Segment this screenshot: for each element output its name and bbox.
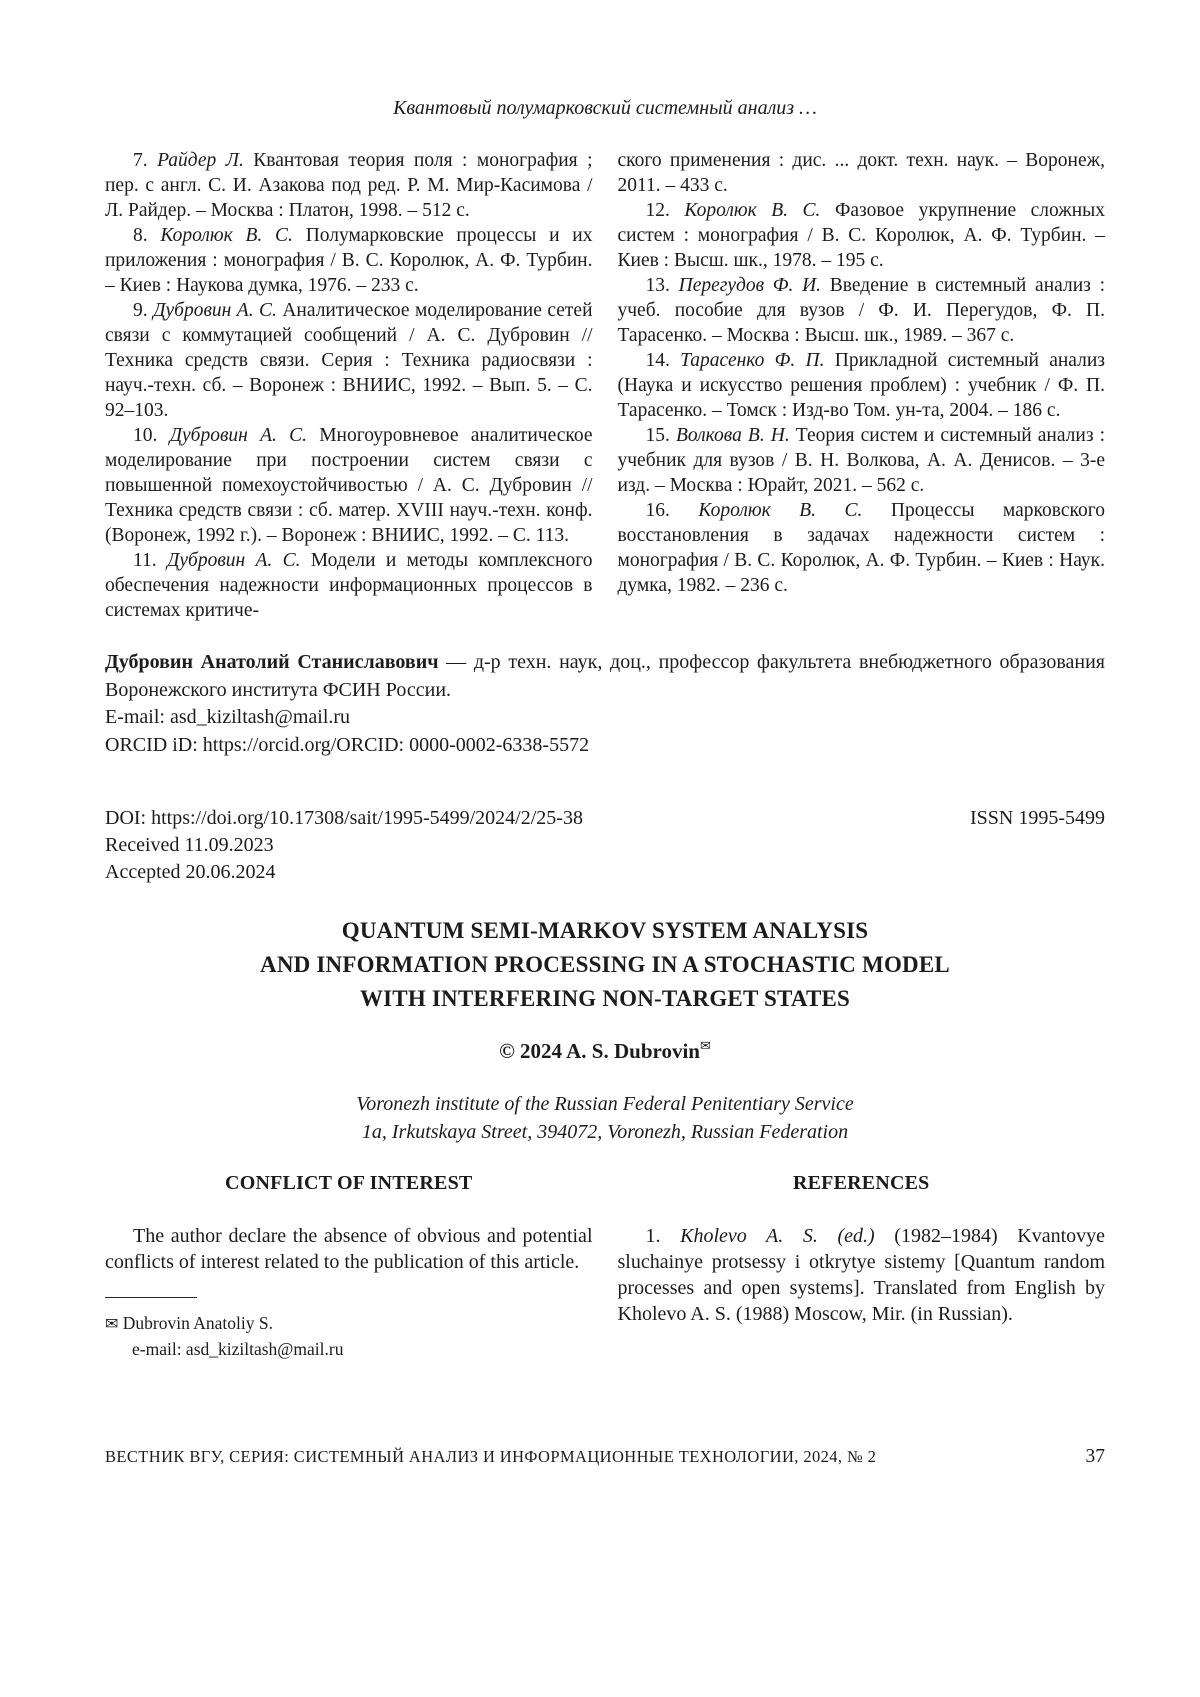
envelope-icon: ✉ [105,1316,119,1333]
ref-text: Введение в системный анализ : учеб. пособие для вузов / Ф. И. Перегудов, Ф. П. Тарасенко. – Москва : Высш. шк., 1989. – 367 с. [617,275,1105,346]
ref-number: 15. [645,425,676,446]
ref-author: Дубровин А. С. [153,300,277,321]
ref-text: Аналитическое моделирование сетей связи с коммутацией сообщений / А. С. Дубровин // Техника средств связи. Серия : Техника радиосвязи : науч.-техн. сб. – Воронеж : ВНИИС, 1992. – Вып. 5. – С. 92–103. [105,300,593,421]
conflict-heading: CONFLICT OF INTEREST [225,1172,473,1194]
russian-references [105,148,1105,623]
doi-row [105,805,1105,832]
reference-item [105,148,593,223]
ref-number: 8. [133,225,161,246]
ref-author: Тарасенко Ф. П. [680,350,825,371]
ref-author: Волкова В. Н. [675,425,790,446]
issn: ISSN 1995-5499 [969,807,1105,829]
reference-item [105,298,593,423]
footnote [105,1297,593,1361]
author-description: — д-р техн. наук, доц., профессор факультета внебюджетного образования Воронежского института ФСИН России. [105,651,1105,701]
reference-item [105,423,593,548]
author-info [105,649,1105,759]
ref-number: 10. [133,425,170,446]
ref-text: Прикладной системный анализ (Наука и искусство решения проблем) : учебник / Ф. П. Тарасенко. – Томск : Изд-во Том. ун-та, 2004. – 186 с. [617,350,1105,421]
author-orcid: ORCID iD: https://orcid.org/ORCID: 0000-0002-6338-5572 [105,733,590,756]
ref-number: 16. [645,500,699,521]
received-date: Received 11.09.2023 [105,834,274,856]
ref-number: 11. [133,550,167,571]
page-number: 37 [1085,1446,1105,1467]
ref-text: Квантовая теория поля : монография ; пер. с англ. С. И. Азакова под ред. Р. М. Мир-Касимова / Л. Райдер. – Москва : Платон, 1998. – 512 с. [105,150,593,221]
ref-text: Теория систем и системный анализ : учебник для вузов / В. Н. Волкова, А. А. Денисов. – 3-е изд. – Москва : Юрайт, 2021. – 562 с. [617,425,1106,496]
author-name: Дубровин Анатолий Станиславович [105,651,439,673]
ref-number: 13. [645,275,679,296]
ref-author: Райдер Л. [157,150,244,171]
author-bio [105,649,1105,704]
doi-line: DOI: https://doi.org/10.17308/sait/1995-5499/2024/2/25-38 [105,807,583,829]
page-footer [105,1446,1105,1468]
footnote-author-line [105,1311,593,1337]
envelope-icon: ✉ [699,1038,711,1053]
conflict-of-interest-section [105,1172,593,1361]
ref-number: 1. [645,1225,681,1247]
ref-author: Дубровин А. С. [169,425,307,446]
refs-right-column [618,148,1106,623]
ref-text: Процессы марковского восстановления в задачах надежности систем : монография / В. С. Королюк, А. Ф. Турбин. – Киев : Наук. думка, 1982. – 236 с. [617,500,1106,596]
reference-item [618,273,1106,348]
journal-line: ВЕСТНИК ВГУ, СЕРИЯ: СИСТЕМНЫЙ АНАЛИЗ И ИНФОРМАЦИОННЫЕ ТЕХНОЛОГИИ, 2024, № 2 [105,1447,877,1466]
reference-item [618,198,1106,273]
footnote-email: e-mail: asd_kiziltash@mail.ru [132,1339,344,1359]
ref-text: Полумарковские процессы и их приложения : монография / В. С. Королюк, А. Ф. Турбин. – Киев : Наукова думка, 1976. – 233 с. [105,225,593,296]
ref-number: 7. [133,150,158,171]
title-line: WITH INTERFERING NON-TARGET STATES [359,986,851,1011]
ref-number: 12. [645,200,685,221]
ref-text: (1982–1984) Kvantovye sluchainye protsessy i otkrytye sistemy [Quantum random processes and open systems]. Translated from English by Kholevo A. S. (1988) Moscow, Mir. (in Russian). [617,1225,1106,1325]
ref-text: Фазовое укрупнение сложных систем : монография / В. С. Королюк, А. Ф. Турбин. – Киев : Высш. шк., 1978. – 195 с. [617,200,1106,271]
ref-author: Kholevo A. S. (ed.) [680,1225,875,1247]
author-email: E-mail: asd_kiziltash@mail.ru [105,706,351,728]
reference-continuation: ского применения : дис. ... докт. техн. наук. – Воронеж, 2011. – 433 с. [617,150,1105,196]
title-line: QUANTUM SEMI-MARKOV SYSTEM ANALYSIS [341,918,869,943]
references-heading: REFERENCES [793,1172,930,1194]
reference-item [618,498,1106,598]
refs-left-column [105,148,593,623]
reference-item [618,423,1106,498]
ref-author: Королюк В. С. [698,500,863,521]
footnote-name: Dubrovin Anatoliy S. [122,1313,273,1333]
ref-text: Модели и методы комплексного обеспечения надежности информационных процессов в системах критиче- [105,550,593,621]
reference-item [105,548,593,623]
reference-item [618,348,1106,423]
copyright-line [105,1038,1105,1064]
ref-author: Королюк В. С. [160,225,293,246]
title-line: AND INFORMATION PROCESSING IN A STOCHASTIC MODEL [260,952,950,977]
reference-item [618,1223,1106,1327]
ref-number: 14. [645,350,681,371]
doi-block [105,805,1105,886]
bottom-sections [105,1172,1105,1361]
ref-number: 9. [133,300,154,321]
ref-author: Перегудов Ф. И. [678,275,822,296]
affiliation-line: 1a, Irkutskaya Street, 394072, Voronezh, Russian Federation [361,1121,849,1143]
ref-author: Дубровин А. С. [166,550,301,571]
accepted-date: Accepted 20.06.2024 [105,861,276,883]
running-head: Квантовый полумарковский системный анализ … [393,97,817,119]
footnote-rule [105,1297,197,1298]
reference-item [105,223,593,298]
conflict-text: The author declare the absence of obvious and potential conflicts of interest related to the publication of this article. [105,1225,593,1273]
ref-author: Королюк В. С. [684,200,821,221]
affiliation-line: Voronezh institute of the Russian Federal Penitentiary Service [356,1093,854,1115]
affiliation [105,1090,1105,1146]
ref-text: Многоуровневое аналитическое моделирование при построении систем связи с повышенной помехоустойчивостью / А. С. Дубровин // Техника средств связи : сб. матер. XVIII науч.-техн. конф. (Воронеж, 1992 г.). – Воронеж : ВНИИС, 1992. – С. 113. [105,425,593,546]
copyright-text: © 2024 A. S. Dubrovin [499,1039,700,1063]
article-title [105,914,1105,1016]
references-en-section [618,1172,1106,1361]
